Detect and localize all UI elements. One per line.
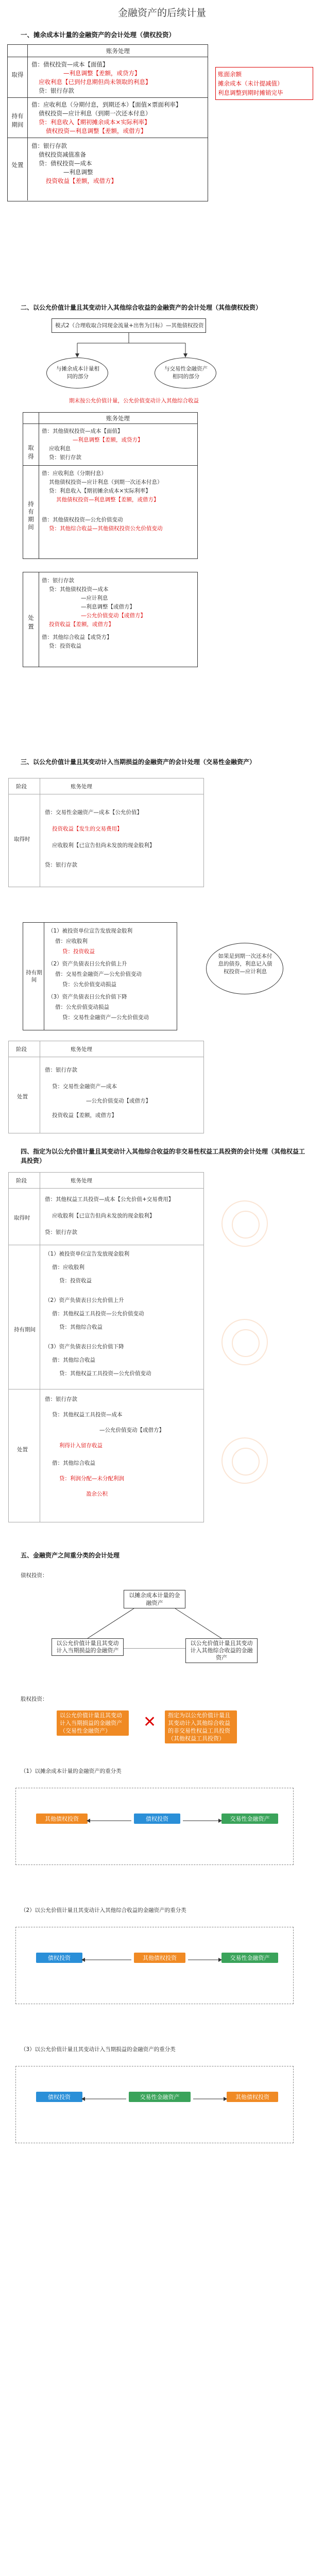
s4-row-line: 借：其他综合收益	[52, 1357, 95, 1363]
s1-row-label: 取得	[11, 71, 24, 78]
s3-row-line: 投资收益【发生的交易费用】	[52, 826, 123, 832]
s5-p1-left-text: 其他债权投资	[45, 1816, 79, 1822]
s3-row-line: 借：交易性金融资产—成本【公允价值】	[45, 809, 142, 816]
s3-row-line: 借：交易性金融资产—公允价值变动	[55, 971, 142, 977]
s4-row-label: 处置	[17, 1447, 28, 1453]
s2-t2-line: —利息调整【或借方】	[81, 604, 135, 610]
s5-sub1: 债权投资：	[21, 1572, 48, 1579]
section-5-heading: 五、金融资产之间重分类的会计处理	[21, 1552, 120, 1559]
s5-p2-box	[15, 1927, 294, 2004]
s4-row-line: 贷：其他综合收益	[59, 1324, 103, 1330]
s2-t1-line: 应收利息	[49, 446, 71, 452]
s1-row-line: —利息调整	[63, 168, 93, 176]
s4-row-line: 贷：投资收益	[59, 1278, 92, 1284]
s5-p1: （1）以摊余成本计量的金融资产的重分类	[21, 1768, 122, 1774]
s3-col2: 账务处理	[71, 784, 92, 790]
s1-row-line: 借：银行存款	[31, 142, 67, 149]
s3-row-line: （2）资产负债表日公允价值上升	[48, 961, 127, 967]
s3-row-line: 借：银行存款	[45, 1067, 77, 1073]
s4-row-line: （1）被投资单位宣告发放现金股利	[45, 1251, 130, 1257]
s5-p3-left-text: 债权投资	[48, 2094, 71, 2100]
s2-flow-bottom: 期末按公允价值计量，公允价值变动计入其他综合收益	[69, 398, 199, 404]
s2-flow-top	[52, 318, 206, 333]
s4-row-label: 持有期间	[14, 1327, 36, 1333]
s2-t2-line: —公允价值变动【或借方】	[81, 613, 146, 619]
s3-bubble-text: 如果是到期一次还本付息的债券，利息记入债权投资—应计利息	[218, 953, 272, 975]
s5-diag-top-text: 以摊余成本计量的金融资产	[129, 1592, 180, 1606]
s2-t1-line: 借：其他债权投资—成本【面值】	[42, 428, 123, 434]
s5-p3-box	[15, 2066, 294, 2143]
s2-t1-line: 其他债权投资—利息调整【差额，或借方】	[56, 497, 159, 503]
s5-p1-right-text: 交易性金融资产	[230, 1816, 270, 1822]
s2-t1-line: 贷：银行存款	[49, 454, 81, 461]
s2-t2-line: —应计利息	[81, 595, 108, 601]
s5-p2-arrows	[0, 1957, 324, 1963]
s5-p1-box	[15, 1788, 294, 1865]
s5-diag-right-text: 以公允价值计量且其变动计入其他综合收益的金融资产	[190, 1640, 253, 1661]
s3-row-line: 借：应收股利	[55, 938, 88, 944]
s2-t1-line: 借：其他债权投资—公允价值变动	[42, 517, 123, 523]
s2-flow-left-text: 与摊余成本计量相同的部分	[56, 366, 99, 380]
s2-t2-label: 处置	[28, 614, 34, 630]
section-2-heading: 二、以公允价值计量且其变动计入其他综合收益的金融资产的会计处理（其他债权投资）	[21, 304, 262, 311]
s2-t2-line: 借：其他综合收益【或贷方】	[42, 634, 112, 640]
s4-col1: 阶段	[16, 1178, 27, 1184]
watermark-logo	[221, 1319, 268, 1365]
s5-p3-arrows	[0, 2096, 324, 2102]
s1-table	[7, 44, 208, 201]
s4-row-line: （2）资产负债表日公允价值上升	[45, 1297, 124, 1303]
s4-row-line: 贷：利润分配—未分配利润	[59, 1476, 124, 1482]
s4-row-line: 贷：银行存款	[45, 1229, 77, 1235]
s2-t1-line: 其他债权投资—应计利息（到期一次还本付息）	[49, 479, 163, 485]
s4-col2: 账务处理	[71, 1178, 92, 1184]
s3-row-line: 贷：交易性金融资产—公允价值变动	[62, 1014, 149, 1021]
s2-t1-col: 账务处理	[23, 413, 197, 424]
s1-row-line: 债权投资—应计利息（到期一次还本付息）	[39, 110, 151, 117]
watermark-logo	[221, 1437, 268, 1484]
s4-row-line: 借：银行存款	[45, 1396, 77, 1402]
s3-bubble	[206, 943, 283, 994]
s5-p1-arrows	[0, 1818, 324, 1824]
s1-row-line: 债权投资减值准备	[39, 151, 86, 158]
s3-row-line: 借：公允价值变动损益	[55, 1004, 109, 1010]
s3-row-line: —公允价值变动【或借方】	[86, 1098, 151, 1104]
s2-flow-right	[155, 358, 216, 388]
s4-row-line: 借：其他综合收益	[52, 1460, 95, 1466]
s2-flow-right-text: 与交易性金融资产相同的部分	[164, 366, 208, 380]
s4-row-line: 盈余公积	[86, 1491, 108, 1497]
page-title: 金融资产的后续计量	[117, 7, 206, 19]
s2-t1-line: 借：应收利息（分期付息）	[42, 470, 107, 477]
section-4-heading: 四、指定为以公允价值计量且其变动计入其他综合收益的非交易性权益工具投资的会计处理（其他权益工具投资）	[21, 1148, 305, 1164]
s5-p2-right-text: 交易性金融资产	[230, 1955, 270, 1961]
s1-row-label: 处置	[11, 161, 24, 168]
s2-t2-line: 贷：其他债权投资—成本	[49, 586, 109, 592]
s3-row-line: 贷：投资收益	[62, 948, 95, 955]
s5-p2-left-text: 债权投资	[48, 1955, 71, 1961]
s5-p3-right-text: 其他债权投资	[235, 2094, 269, 2100]
s1-row-line: 贷：债权投资—成本	[39, 160, 92, 167]
s5-diag-left-text: 以公允价值计量且其变动计入当期损益的金融资产	[56, 1640, 119, 1654]
s5-p2-center-text: 其他债权投资	[143, 1955, 177, 1961]
s2-flow-left	[46, 358, 108, 388]
s4-row-line: 应收股利【已宣告但尚未发放的现金股利】	[52, 1213, 155, 1219]
s5-sub2: 股权投资：	[21, 1696, 48, 1702]
not-equal-icon: ✕	[143, 1713, 157, 1731]
s4-row-line: 贷：其他权益工具投资—成本	[52, 1412, 123, 1418]
s1-row-line: 借：应收利息（分期付息，到期还本）【面值×票面利率】	[31, 101, 182, 108]
s3-row-line: （1）被投资单位宣告发放现金股利	[48, 928, 133, 934]
s5-p3: （3）以公允价值计量且其变动计入当期损益的金融资产的重分类	[21, 2046, 176, 2053]
s2-t1-line: —利息调整【差额，或贷方】	[73, 437, 143, 443]
s4-row-line: 贷：其他权益工具投资—公允价值变动	[59, 1370, 151, 1377]
s3-row-line: 应收股利【已宣告但尚未发放的现金股利】	[52, 842, 155, 849]
s4-row-line: （3）资产负债表日公允价值下降	[45, 1344, 124, 1350]
watermark-logo	[221, 1200, 268, 1247]
s3-col1: 阶段	[16, 784, 27, 790]
s5-diag-top	[124, 1590, 185, 1608]
s5-diag-arrows	[0, 1607, 324, 1649]
s2-flow-top-text: 模式2（合理收取合同现金流量+出售为目标）—其他债权投资	[55, 323, 204, 329]
s2-t1-line: 贷：利息收入【期初摊余成本×实际利率】	[49, 488, 151, 494]
s1-row-line: 债权投资—利息调整【差额，或借方】	[46, 127, 147, 134]
s3-row-line: 贷：公允价值变动损益	[62, 981, 116, 988]
s3-table-1	[8, 778, 204, 887]
s3-row-line: 贷：交易性金融资产—成本	[52, 1083, 117, 1090]
s1-side-note	[215, 67, 313, 100]
s5-eq-right	[165, 1710, 237, 1743]
s5-eq-left	[57, 1710, 129, 1736]
s2-t1-row-label: 持有期间	[28, 500, 34, 531]
s3-row-label: 处置	[17, 1094, 28, 1100]
s2-t2-line: 贷：投资收益	[49, 643, 81, 649]
s3-row-label: 持有期间	[26, 970, 42, 983]
s3-row-label: 取得时	[14, 836, 30, 842]
s5-diag-right	[185, 1638, 258, 1663]
s3-row-line: 贷：银行存款	[45, 862, 77, 868]
s1-side-line: 账面余额	[218, 71, 242, 78]
s4-row-label: 取得时	[14, 1215, 30, 1221]
s4-row-line: —公允价值变动【或借方】	[99, 1427, 164, 1433]
s5-p3-center-text: 交易性金融资产	[140, 2094, 180, 2100]
s1-row-line: 贷：银行存款	[39, 87, 74, 94]
s1-row-line: 借：债权投资—成本【面值】	[31, 61, 109, 68]
s1-row-line: 投资收益【差额，或借方】	[46, 177, 117, 184]
s3-col1: 阶段	[16, 1046, 27, 1053]
s5-p1-center-text: 债权投资	[146, 1816, 168, 1822]
s4-row-line: 借：其他权益工具投资—公允价值变动	[52, 1311, 144, 1317]
s2-table-1	[23, 412, 198, 559]
s3-row-line: （3）资产负债表日公允价值下降	[48, 994, 127, 1000]
s3-row-line: 投资收益【差额，或借方】	[52, 1112, 117, 1118]
s3-table-2	[23, 922, 177, 1030]
s5-p2: （2）以公允价值计量且其变动计入其他综合收益的金融资产的重分类	[21, 1907, 186, 1913]
s1-row-line: 贷：利息收入【期初摊余成本×实际利率】	[39, 118, 150, 126]
s1-side-line: 摊余成本（未计提减值）	[218, 80, 283, 87]
s4-table	[8, 1172, 204, 1522]
s2-t1-line: 贷：其他综合收益—其他债权投资公允价值变动	[49, 526, 163, 532]
s5-eq-left-text: 以公允价值计量且其变动计入当期损益的金融资产（交易性金融资产）	[60, 1712, 122, 1734]
section-1-heading: 一、摊余成本计量的金融资产的会计处理（债权投资）	[21, 31, 176, 39]
s4-row-line: 借：应收股利	[52, 1264, 84, 1270]
section-3-heading: 三、以公允价值计量且其变动计入当期损益的金融资产的会计处理（交易性金融资产）	[21, 758, 256, 766]
s2-t1-row-label: 取得	[28, 444, 34, 460]
s3-table-3	[8, 1041, 204, 1133]
s5-eq-right-text: 指定为以公允价值计量且其变动计入其他综合收益的非交易性权益工具投资（其他权益工具投资）	[168, 1712, 230, 1742]
s1-row-line: 应收利息【已到付息期但尚未领取的利息】	[39, 78, 151, 86]
s1-row-line: —利息调整【差额，或贷方】	[63, 70, 141, 77]
s2-t2-line: 投资收益【差额，或借方】	[49, 621, 114, 628]
s1-col-header: 账务处理	[8, 45, 208, 57]
s3-col2: 账务处理	[71, 1046, 92, 1053]
s1-row-label: 持有期间	[11, 112, 24, 128]
s4-row-line: 借：其他权益工具投资—成本【公允价值+交易费用】	[45, 1196, 174, 1202]
s2-t2-line: 借：银行存款	[42, 578, 74, 584]
s1-side-line: 利息调整到期时摊销完毕	[218, 89, 283, 96]
s5-diag-left	[52, 1638, 124, 1656]
s2-table-2	[23, 572, 198, 667]
s4-row-line: 利得计入留存收益	[59, 1443, 103, 1449]
